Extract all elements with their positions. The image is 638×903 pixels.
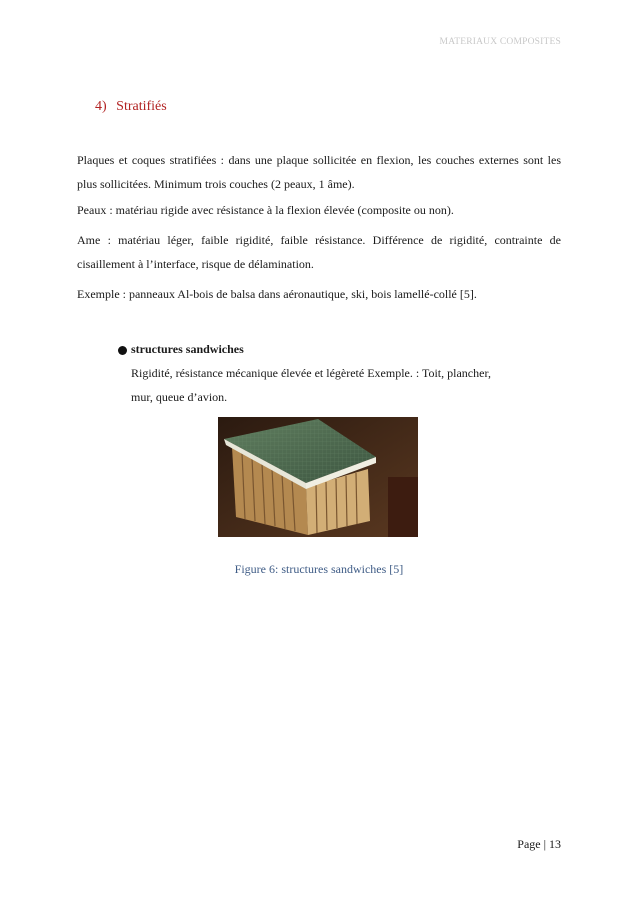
sandwich-structure-photo	[218, 417, 418, 537]
bullet-dot-icon	[118, 346, 127, 355]
paragraph-stratified-plates: Plaques et coques stratifiées : dans une plaque sollicitée en flexion, les couches externes sont les plus sollicitées. Minimum trois couches (2 peaux, 1 âme).	[77, 153, 561, 191]
paragraph-core: Ame : matériau léger, faible rigidité, faible résistance. Différence de rigidité, contrainte de cisaillement à l’interface, risque de délamination.	[77, 233, 561, 271]
section-title: Stratifiés	[116, 99, 167, 114]
bullet-title: structures sandwiches	[131, 342, 244, 356]
page-number: Page | 13	[517, 837, 561, 851]
figure-caption: Figure 6: structures sandwiches [5]	[234, 562, 404, 576]
sandwich-structure-illustration	[218, 417, 418, 537]
section-number: 4)	[95, 99, 107, 114]
paragraph-skins: Peaux : matériau rigide avec résistance à la flexion élevée (composite ou non).	[77, 203, 454, 217]
section-heading	[95, 99, 167, 115]
paragraph-example: Exemple : panneaux Al-bois de balsa dans aéronautique, ski, bois lamellé-collé [5].	[77, 287, 477, 301]
running-header: MATERIAUX COMPOSITES	[439, 37, 561, 47]
bullet-body: Rigidité, résistance mécanique élevée et légèreté Exemple. : Toit, plancher, mur, queue d’avion.	[131, 366, 491, 404]
